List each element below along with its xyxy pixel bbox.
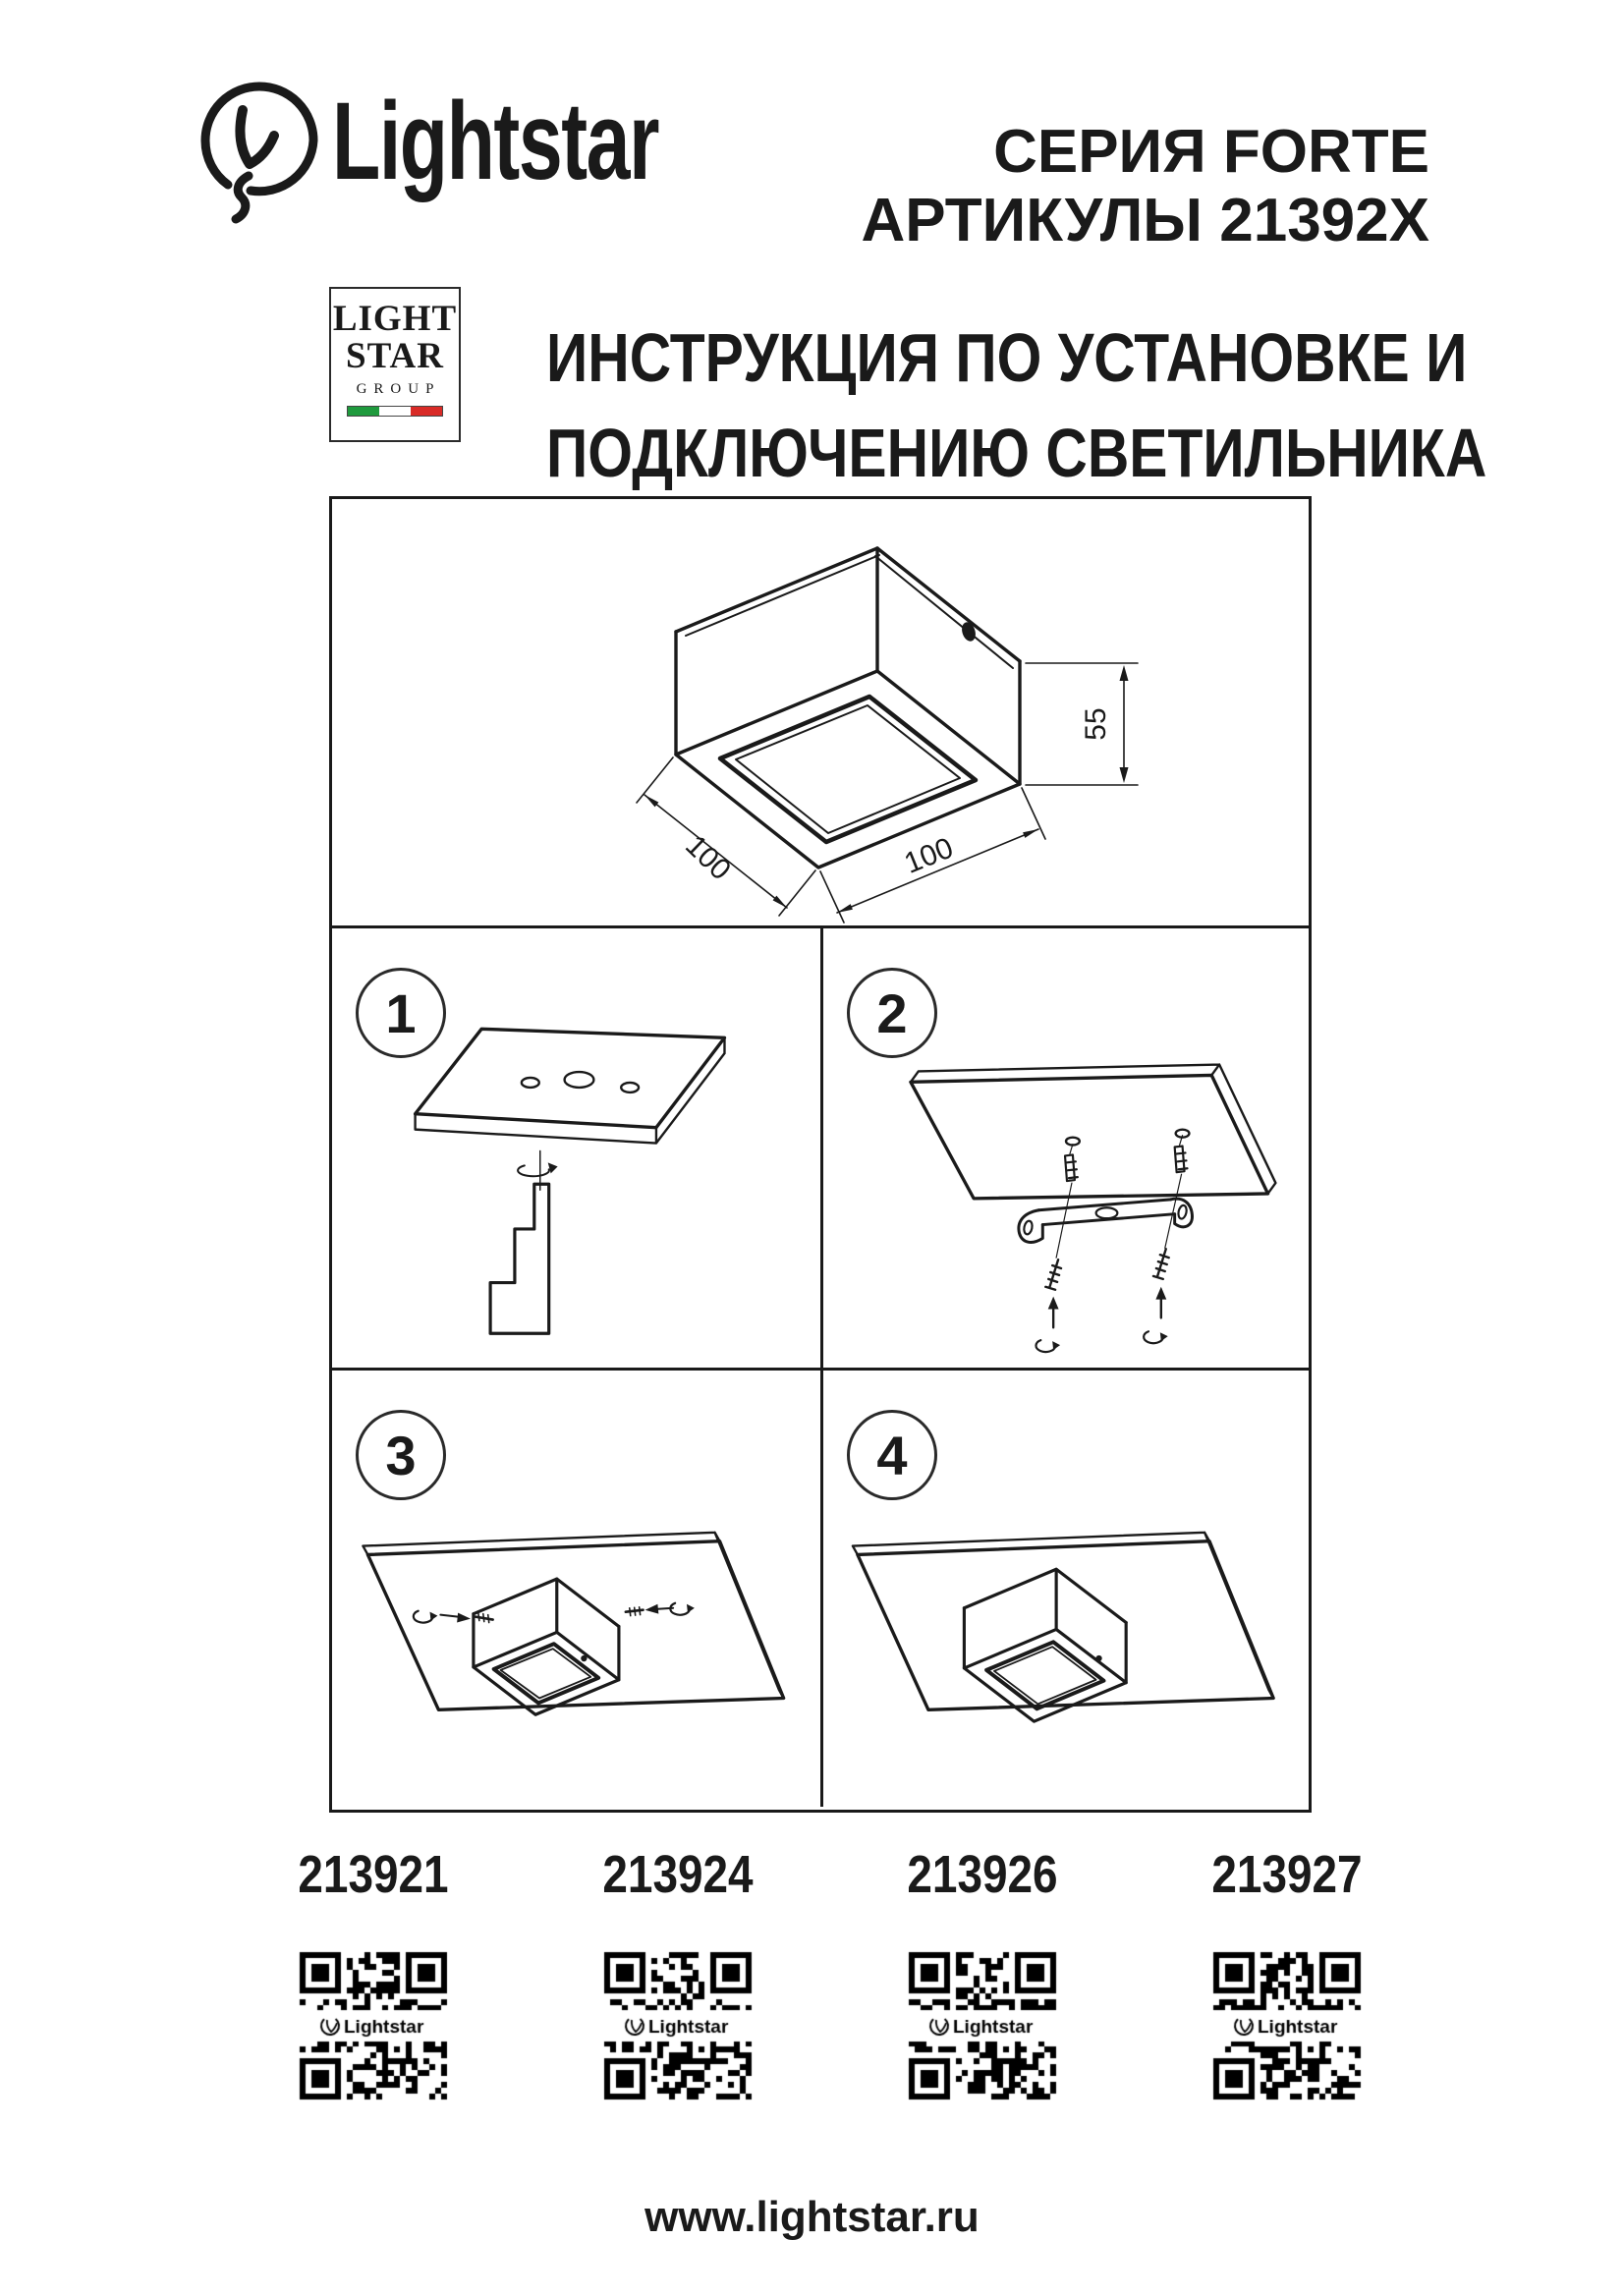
group-logo-light: LIGHT [332, 299, 458, 339]
rotation-arrow [1036, 1340, 1060, 1352]
figure-frame [329, 496, 1312, 1813]
title-line-1: ИНСТРУКЦИЯ ПО УСТАНОВКЕ И [546, 319, 1468, 396]
lightstar-group-logo [329, 287, 461, 442]
qr-code [295, 1947, 452, 2104]
height-label: 55 [1080, 707, 1112, 741]
step-3-panel [332, 1371, 820, 1807]
step-1-panel [332, 928, 820, 1368]
product-code: 213924 [602, 1845, 754, 1904]
flag-white [379, 407, 411, 416]
product-213921 [221, 1845, 526, 2109]
product-213924 [526, 1845, 830, 2109]
title-line-2: ПОДКЛЮЧЕНИЮ СВЕТИЛЬНИКА [546, 415, 1487, 491]
fixture-dimension-drawing [332, 499, 1309, 928]
step-4-panel [820, 1371, 1309, 1807]
qr-code [1208, 1947, 1366, 2104]
screws [1045, 1249, 1168, 1289]
group-logo-star: STAR [346, 336, 444, 376]
step-1-number: 1 [356, 968, 446, 1058]
width-label: 100 [900, 831, 958, 880]
product-code: 213926 [907, 1845, 1058, 1904]
document-title [546, 310, 1624, 501]
qr-code [904, 1947, 1061, 2104]
website-url: www.lightstar.ru [644, 2193, 980, 2241]
flag-red [411, 407, 442, 416]
anchor-dowels [1065, 1147, 1187, 1182]
rotation-arrow [670, 1603, 695, 1615]
lightstar-wordmark: Lightstar [332, 80, 659, 202]
italy-flag-icon [347, 406, 443, 417]
product-213926 [830, 1845, 1135, 2109]
step-3-number: 3 [356, 1410, 446, 1500]
product-codes-row [221, 1845, 1439, 2109]
lightstar-bulb-icon [193, 71, 330, 233]
side-screws [476, 1610, 644, 1620]
product-code: 213921 [298, 1845, 449, 1904]
step-drill [490, 1184, 549, 1333]
mounting-bracket [1019, 1199, 1193, 1242]
depth-dimension [637, 757, 815, 916]
step-4-number: 4 [847, 1410, 937, 1500]
qr-code [599, 1947, 756, 2104]
articles-title: АРТИКУЛЫ 21392X [861, 187, 1429, 254]
series-title: СЕРИЯ FORTE [993, 118, 1429, 186]
flag-green [348, 407, 379, 416]
step-2-number: 2 [847, 968, 937, 1058]
rotation-arrow [518, 1165, 549, 1176]
depth-label: 100 [679, 828, 738, 887]
product-213927 [1135, 1845, 1439, 2109]
rotation-arrow [1144, 1331, 1168, 1343]
group-logo-group: GROUP [356, 381, 441, 397]
step-2-panel [820, 928, 1309, 1368]
product-code: 213927 [1211, 1845, 1363, 1904]
rotation-arrow [414, 1611, 438, 1623]
